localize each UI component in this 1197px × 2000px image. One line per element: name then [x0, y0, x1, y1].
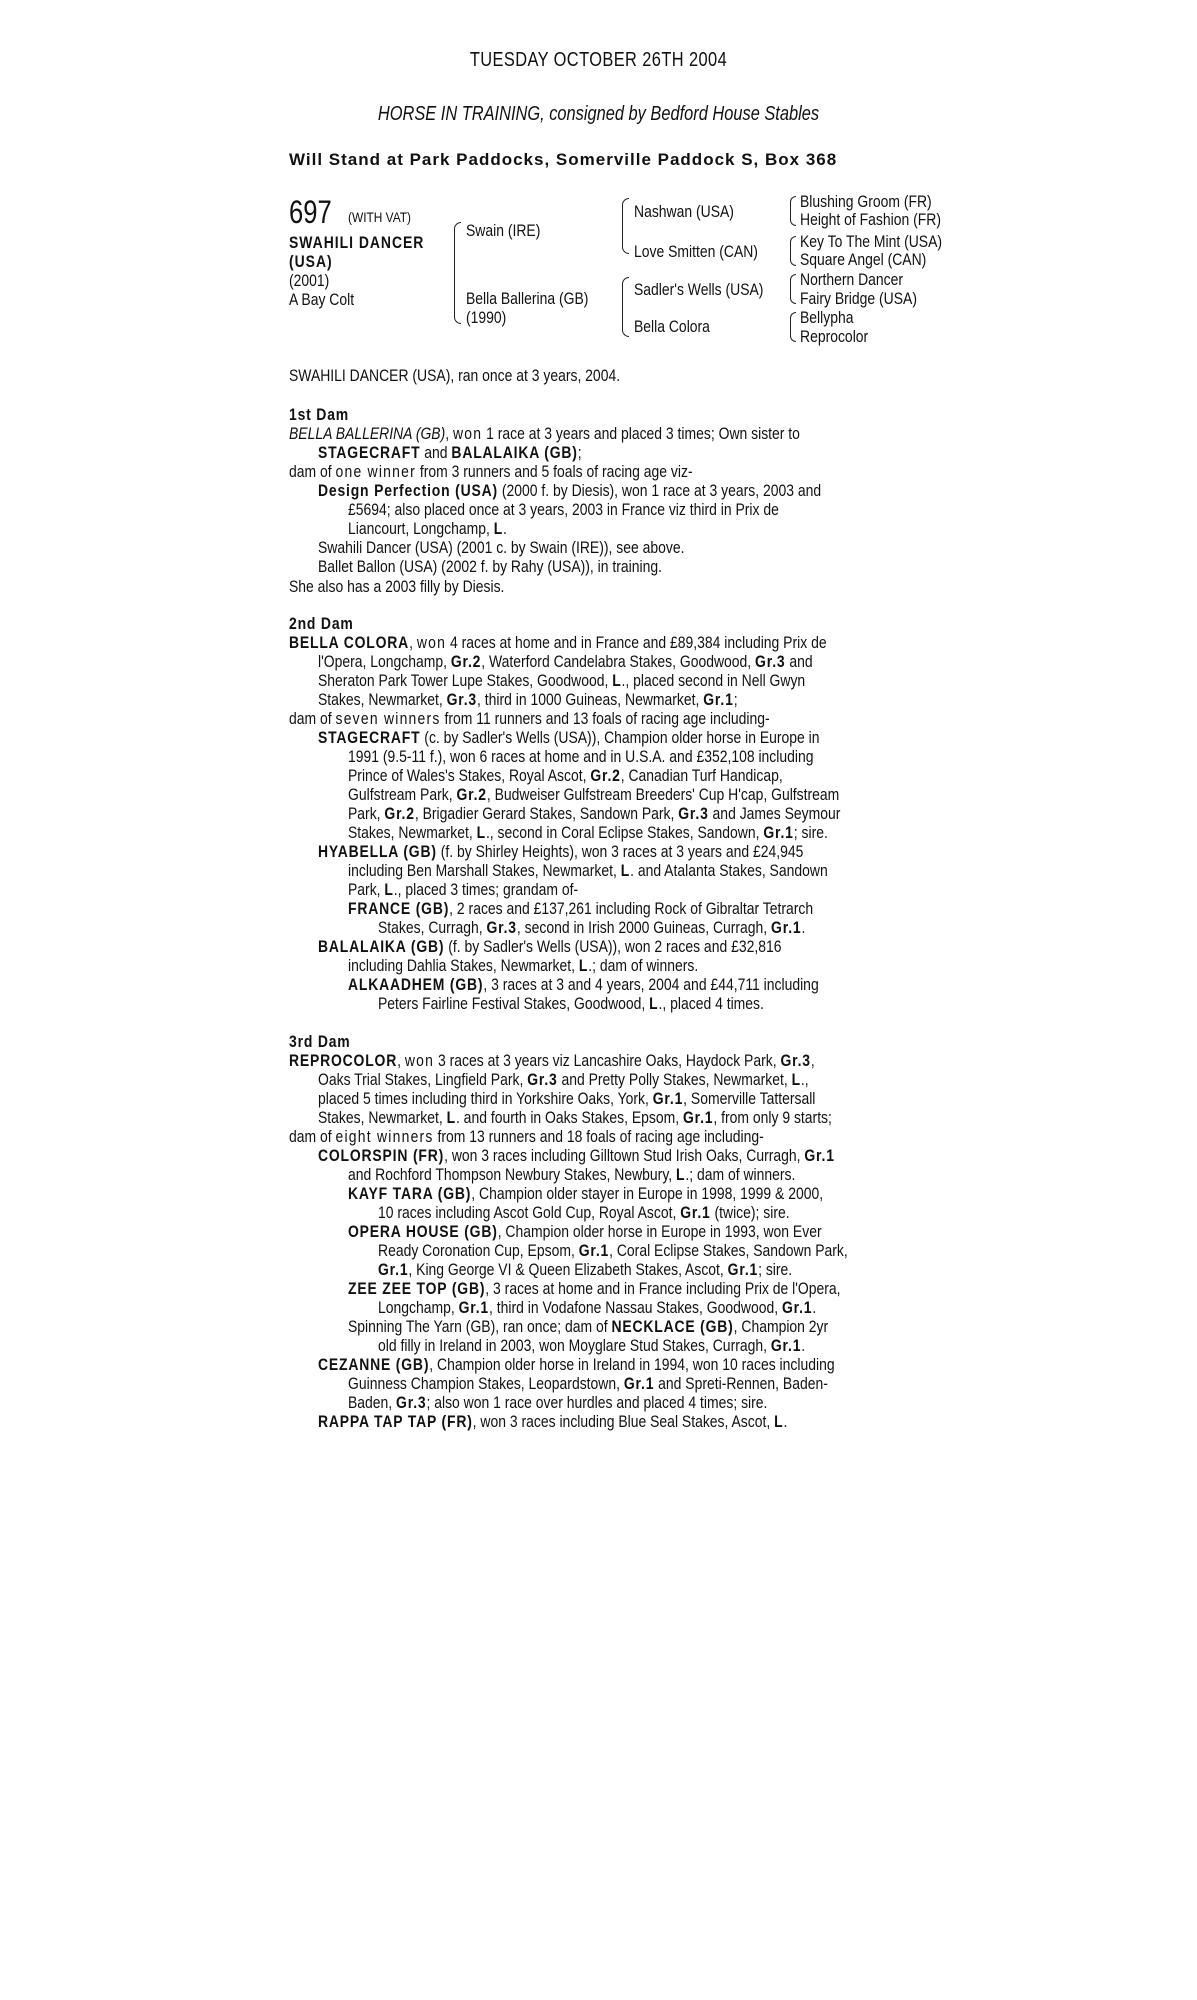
race-grade: L — [493, 519, 504, 538]
second-dam-heading: 2nd Dam — [289, 614, 354, 633]
consignment-subtitle: HORSE IN TRAINING, consigned by Bedford House Stables — [377, 103, 820, 125]
lot-number: 697 — [289, 194, 332, 230]
text: won — [453, 424, 483, 443]
text: , — [409, 633, 417, 652]
horse-name: KAYF TARA (GB) — [348, 1184, 472, 1203]
stand-location: Will Stand at Park Paddocks, Somerville Paddock S, Box 368 — [289, 150, 838, 169]
race-grade: Gr.3 — [446, 690, 478, 709]
text: Stakes, Newmarket, — [318, 690, 447, 709]
text: and Rochford Thompson Newbury Stakes, Newbury, — [348, 1165, 677, 1184]
text: ., — [800, 1070, 809, 1089]
second-dam-line — [348, 899, 813, 919]
text: ; sire. — [758, 1260, 793, 1279]
text: eight winners — [335, 1127, 434, 1146]
text: . and Atalanta Stakes, Sandown — [630, 861, 828, 880]
horse-name: Design Perfection (USA) — [318, 481, 498, 500]
text: , from only 9 starts; — [713, 1108, 832, 1127]
text: Ready Coronation Cup, Epsom, — [378, 1241, 579, 1260]
pedigree-g4: Square Angel (CAN) — [800, 250, 927, 269]
text: .; dam of winners. — [685, 1165, 796, 1184]
horse-name: BALALAIKA (GB) — [451, 443, 578, 462]
third-dam-line — [378, 1260, 792, 1280]
first-dam-line — [348, 519, 507, 539]
pedigree-brace-g12 — [790, 196, 796, 226]
pedigree-brace-sire — [622, 198, 629, 254]
race-grade: Gr.3 — [396, 1393, 427, 1412]
text: ; also won 1 race over hurdles and placed 4 times; sire. — [426, 1393, 768, 1412]
horse-description: A Bay Colt — [289, 290, 355, 309]
third-dam-line — [289, 1127, 764, 1147]
horse-name: SWAHILI DANCER — [289, 233, 425, 252]
text: won — [416, 633, 447, 652]
text: one winner — [335, 462, 416, 481]
text: , King George VI & Queen Elizabeth Stakes, Ascot, — [408, 1260, 728, 1279]
text: , — [445, 424, 453, 443]
third-dam-heading: 3rd Dam — [289, 1032, 351, 1051]
third-dam-line — [348, 1393, 767, 1413]
third-dam-line — [348, 1222, 822, 1242]
text: , Coral Eclipse Stakes, Sandown Park, — [609, 1241, 848, 1260]
third-dam-line — [318, 1089, 815, 1109]
text: Park, — [348, 804, 385, 823]
second-dam-line — [318, 937, 781, 957]
text: , third in 1000 Guineas, Newmarket, — [477, 690, 704, 709]
text: from 3 runners and 5 foals of racing age viz- — [415, 462, 693, 481]
text: , 3 races at 3 and 4 years, 2004 and £44,711 including — [483, 975, 819, 994]
race-grade: Gr.1 — [763, 823, 794, 842]
second-dam-line — [318, 728, 820, 748]
race-grade: Gr.3 — [678, 804, 709, 823]
horse-name: ALKAADHEM (GB) — [348, 975, 484, 994]
text: seven winners — [335, 709, 441, 728]
text: including Dahlia Stakes, Newmarket, — [348, 956, 579, 975]
text: , Somerville Tattersall — [683, 1089, 816, 1108]
second-dam-line — [348, 956, 698, 976]
first-dam-line: Swahili Dancer (USA) (2001 c. by Swain (IRE)), see above. — [318, 538, 685, 557]
text: .; dam of winners. — [588, 956, 699, 975]
text: Stakes, Curragh, — [378, 918, 487, 937]
second-dam-line — [348, 804, 840, 824]
text: dam of — [289, 462, 336, 481]
text: ; — [577, 443, 582, 462]
pedigree-brace-g34 — [790, 236, 796, 266]
horse-name: HYABELLA (GB) — [318, 842, 437, 861]
text: old filly in Ireland in 2003, won Moyglare Stud Stakes, Curragh, — [378, 1336, 771, 1355]
first-dam-line — [318, 443, 582, 463]
race-grade: L — [676, 1165, 686, 1184]
text: . — [812, 1298, 817, 1317]
text: Guinness Champion Stakes, Leopardstown, — [348, 1374, 624, 1393]
text: Baden, — [348, 1393, 397, 1412]
pedigree-brace-main — [454, 222, 461, 324]
race-grade: Gr.3 — [780, 1051, 811, 1070]
text: Liancourt, Longchamp, — [348, 519, 494, 538]
pedigree-brace-g56 — [790, 274, 796, 304]
text: Peters Fairline Festival Stakes, Goodwood, — [378, 994, 650, 1013]
race-grade: Gr.1 — [680, 1203, 711, 1222]
text: from 11 runners and 13 foals of racing age including- — [440, 709, 770, 728]
horse-name: STAGECRAFT — [318, 728, 421, 747]
pedigree-brace-g78 — [790, 312, 796, 342]
first-dam-line: She also has a 2003 filly by Diesis. — [289, 577, 505, 596]
text: and — [420, 443, 452, 462]
text: Prince of Wales's Stakes, Royal Ascot, — [348, 766, 591, 785]
horse-name: FRANCE (GB) — [348, 899, 450, 918]
race-grade: L — [791, 1070, 801, 1089]
sale-date: TUESDAY OCTOBER 26TH 2004 — [469, 49, 728, 71]
text: ; sire. — [793, 823, 828, 842]
text: , won 3 races including Blue Seal Stakes, Ascot, — [472, 1412, 775, 1431]
race-grade: Gr.3 — [486, 918, 517, 937]
horse-name: OPERA HOUSE (GB) — [348, 1222, 498, 1241]
text: (f. by Sadler's Wells (USA)), won 2 races and £32,816 — [444, 937, 782, 956]
third-dam-line — [378, 1203, 790, 1223]
third-dam-line — [348, 1184, 823, 1204]
horse-name: BALALAIKA (GB) — [318, 937, 445, 956]
race-grade: Gr.1 — [703, 690, 734, 709]
horse-year: (2001) — [289, 271, 330, 290]
first-dam-line — [289, 424, 800, 444]
text: ; — [733, 690, 738, 709]
text: dam of — [289, 1127, 336, 1146]
second-dam-line — [318, 652, 813, 672]
race-grade: L — [612, 671, 622, 690]
pedigree-g2: Height of Fashion (FR) — [800, 210, 942, 229]
text: (twice); sire. — [710, 1203, 790, 1222]
text: placed 5 times including third in Yorkshire Oaks, York, — [318, 1089, 653, 1108]
text: . — [783, 1412, 788, 1431]
horse-country: (USA) — [289, 252, 333, 271]
race-grade: Gr.2 — [456, 785, 487, 804]
pedigree-g1: Blushing Groom (FR) — [800, 192, 932, 211]
horse-name: BELLA COLORA — [289, 633, 410, 652]
race-grade: L — [578, 956, 589, 975]
text: (2000 f. by Diesis), won 1 race at 3 years, 2003 and — [497, 481, 822, 500]
race-grade: Gr.2 — [384, 804, 415, 823]
third-dam-line — [378, 1298, 816, 1318]
horse-name: REPROCOLOR — [289, 1051, 398, 1070]
text: , 3 races at home and in France including Prix de l'Opera, — [485, 1279, 841, 1298]
third-dam-line — [348, 1374, 828, 1394]
pedigree-g8: Reprocolor — [800, 327, 869, 346]
race-grade: Gr.1 — [804, 1146, 835, 1165]
first-dam-line — [318, 481, 821, 501]
third-dam-line — [289, 1051, 815, 1071]
race-grade: Gr.1 — [378, 1260, 409, 1279]
pedigree-dam-year: (1990) — [466, 308, 507, 327]
third-dam-line — [378, 1336, 805, 1356]
text: , 2 races and £137,261 including Rock of Gibraltar Tetrarch — [449, 899, 814, 918]
text: Spinning The Yarn (GB), ran once; dam of — [348, 1317, 612, 1336]
pedigree-g7: Bellypha — [800, 308, 854, 327]
text: (c. by Sadler's Wells (USA)), Champion older horse in Europe in — [420, 728, 820, 747]
third-dam-line — [318, 1355, 835, 1375]
text: , Champion older stayer in Europe in 1998, 1999 & 2000, — [471, 1184, 824, 1203]
second-dam-line — [289, 709, 770, 729]
text: and Spreti-Rennen, Baden- — [654, 1374, 828, 1393]
third-dam-line — [318, 1412, 787, 1432]
text: Stakes, Newmarket, — [318, 1108, 447, 1127]
horse-name: RAPPA TAP TAP (FR) — [318, 1412, 473, 1431]
text: , — [397, 1051, 405, 1070]
third-dam-line — [378, 1241, 848, 1261]
horse-name: NECKLACE (GB) — [611, 1317, 734, 1336]
text: , Budweiser Gulfstream Breeders' Cup H'cap, Gulfstream — [486, 785, 840, 804]
second-dam-line — [378, 918, 805, 938]
first-dam-line: Ballet Ballon (USA) (2002 f. by Rahy (USA)), in training. — [318, 557, 663, 576]
text: dam of — [289, 709, 336, 728]
second-dam-line: 1991 (9.5-11 f.), won 6 races at home and in U.S.A. and £352,108 including — [348, 747, 814, 766]
text: . — [801, 918, 806, 937]
race-grade: Gr.1 — [578, 1241, 610, 1260]
race-grade: Gr.2 — [590, 766, 621, 785]
second-dam-line — [378, 994, 764, 1014]
text: ., placed second in Nell Gwyn — [621, 671, 806, 690]
text: won — [404, 1051, 435, 1070]
text: , Champion older horse in Ireland in 1994, won 10 races including — [429, 1355, 835, 1374]
text: . — [503, 519, 507, 538]
race-grade: Gr.3 — [527, 1070, 558, 1089]
text: (f. by Shirley Heights), won 3 races at 3 years and £24,945 — [436, 842, 804, 861]
third-dam-line — [348, 1165, 795, 1185]
race-grade: Gr.1 — [682, 1108, 714, 1127]
race-grade: L — [446, 1108, 456, 1127]
text: ., second in Coral Eclipse Stakes, Sandown, — [485, 823, 764, 842]
text: Stakes, Newmarket, — [348, 823, 477, 842]
race-grade: Gr.1 — [652, 1089, 684, 1108]
text: , — [810, 1051, 815, 1070]
text: l'Opera, Longchamp, — [318, 652, 451, 671]
text: , Canadian Turf Handicap, — [620, 766, 783, 785]
second-dam-line — [348, 975, 819, 995]
pedigree-g6: Fairy Bridge (USA) — [800, 289, 917, 308]
text: 1 race at 3 years and placed 3 times; Own sister to — [482, 424, 800, 443]
dam-name: BELLA BALLERINA (GB) — [289, 424, 446, 443]
text: , Waterford Candelabra Stakes, Goodwood, — [481, 652, 756, 671]
race-grade: Gr.1 — [770, 1336, 802, 1355]
third-dam-line — [318, 1070, 809, 1090]
text: 10 races including Ascot Gold Cup, Royal Ascot, — [378, 1203, 681, 1222]
horse-name: ZEE ZEE TOP (GB) — [348, 1279, 486, 1298]
race-record: SWAHILI DANCER (USA), ran once at 3 years, 2004. — [289, 366, 621, 385]
second-dam-line — [348, 785, 839, 805]
race-grade: L — [620, 861, 631, 880]
text: Longchamp, — [378, 1298, 459, 1317]
pedigree-sire: Swain (IRE) — [466, 221, 541, 240]
third-dam-line — [348, 1279, 841, 1299]
vat-note: (WITH VAT) — [348, 209, 412, 225]
text: , Brigadier Gerard Stakes, Sandown Park, — [414, 804, 679, 823]
race-grade: Gr.2 — [450, 652, 482, 671]
second-dam-line — [289, 633, 827, 653]
race-grade: L — [384, 880, 394, 899]
text: Sheraton Park Tower Lupe Stakes, Goodwood, — [318, 671, 613, 690]
horse-name: CEZANNE (GB) — [318, 1355, 430, 1374]
pedigree-sire-sire: Nashwan (USA) — [634, 202, 734, 221]
pedigree-dam: Bella Ballerina (GB) — [466, 289, 589, 308]
text: , won 3 races including Gilltown Stud Irish Oaks, Curragh, — [444, 1146, 805, 1165]
first-dam-line — [289, 462, 693, 482]
text: and Pretty Polly Stakes, Newmarket, — [557, 1070, 792, 1089]
pedigree-g5: Northern Dancer — [800, 270, 904, 289]
text: . and fourth in Oaks Stakes, Epsom, — [455, 1108, 683, 1127]
text: and — [785, 652, 813, 671]
third-dam-line — [318, 1146, 835, 1166]
text: 4 races at home and in France and £89,384 including Prix de — [446, 633, 827, 652]
text: Park, — [348, 880, 385, 899]
second-dam-line — [348, 823, 828, 843]
race-grade: Gr.3 — [755, 652, 786, 671]
pedigree-g3: Key To The Mint (USA) — [800, 232, 943, 251]
pedigree-sire-dam: Love Smitten (CAN) — [634, 242, 758, 261]
text: , Champion 2yr — [733, 1317, 829, 1336]
text: Gulfstream Park, — [348, 785, 457, 804]
third-dam-line — [318, 1108, 832, 1128]
text: and James Seymour — [708, 804, 841, 823]
horse-name: COLORSPIN (FR) — [318, 1146, 445, 1165]
text: . — [801, 1336, 806, 1355]
pedigree-brace-dam — [622, 277, 629, 337]
third-dam-line — [348, 1317, 828, 1337]
race-grade: Gr.1 — [781, 1298, 813, 1317]
text: 3 races at 3 years viz Lancashire Oaks, Haydock Park, — [434, 1051, 781, 1070]
text: ., placed 3 times; grandam of- — [393, 880, 579, 899]
horse-name: STAGECRAFT — [318, 443, 421, 462]
second-dam-line — [348, 861, 828, 881]
race-grade: Gr.1 — [458, 1298, 490, 1317]
first-dam-heading: 1st Dam — [289, 405, 349, 424]
pedigree-dam-dam: Bella Colora — [634, 317, 710, 336]
race-grade: Gr.1 — [771, 918, 802, 937]
text: ., placed 4 times. — [658, 994, 764, 1013]
first-dam-line: £5694; also placed once at 3 years, 2003 in France viz third in Prix de — [348, 500, 779, 519]
second-dam-line — [318, 690, 738, 710]
second-dam-line — [348, 880, 578, 900]
race-grade: L — [649, 994, 659, 1013]
text: from 13 runners and 18 foals of racing age including- — [433, 1127, 764, 1146]
second-dam-line — [348, 766, 783, 786]
race-grade: Gr.1 — [727, 1260, 759, 1279]
race-grade: L — [476, 823, 486, 842]
text: , third in Vodafone Nassau Stakes, Goodwood, — [489, 1298, 782, 1317]
race-grade: L — [774, 1412, 784, 1431]
race-grade: Gr.1 — [623, 1374, 655, 1393]
second-dam-line — [318, 671, 805, 691]
text: Oaks Trial Stakes, Lingfield Park, — [318, 1070, 528, 1089]
text: , Champion older horse in Europe in 1993, won Ever — [497, 1222, 822, 1241]
text: , second in Irish 2000 Guineas, Curragh, — [516, 918, 772, 937]
text: including Ben Marshall Stakes, Newmarket, — [348, 861, 621, 880]
pedigree-dam-sire: Sadler's Wells (USA) — [634, 280, 764, 299]
second-dam-line — [318, 842, 803, 862]
